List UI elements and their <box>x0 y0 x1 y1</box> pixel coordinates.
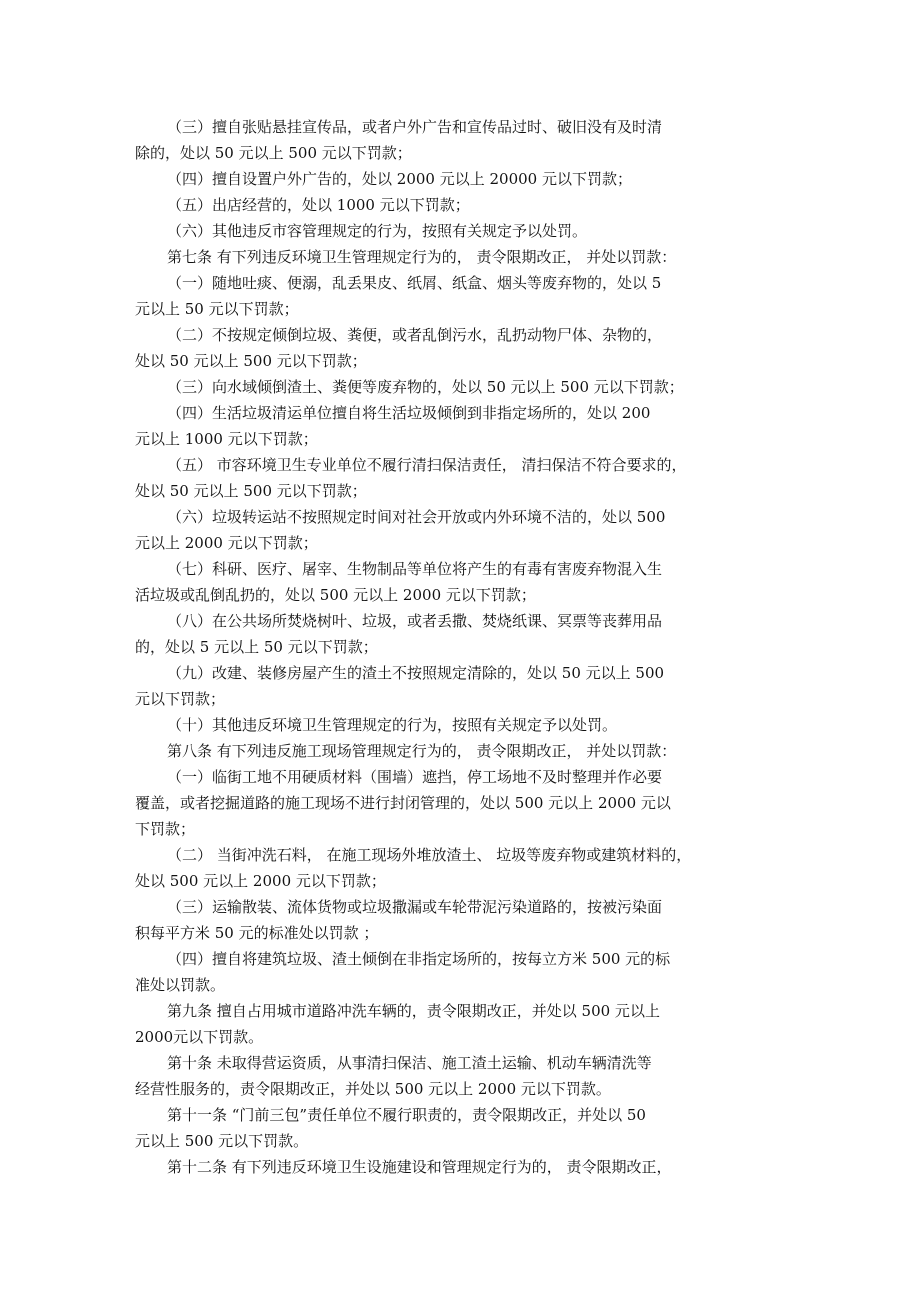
document-line: 下罚款； <box>135 820 196 838</box>
document-line: （二）不按规定倾倒垃圾、粪便，或者乱倒污水，乱扔动物尸体、杂物的， <box>167 326 663 344</box>
document-line: 准处以罚款。 <box>135 976 226 994</box>
document-line: 元以上 500 元以下罚款。 <box>135 1132 309 1150</box>
document-line: （四）擅自设置户外广告的，处以 2000 元以上 20000 元以下罚款； <box>167 170 632 188</box>
document-line: 处以 50 元以上 500 元以下罚款； <box>135 352 367 370</box>
document-line: 经营性服务的，责令限期改正，并处以 500 元以上 2000 元以下罚款。 <box>135 1080 611 1098</box>
document-line: （一）临街工地不用硬质材料（围墙）遮挡，停工场地不及时整理并作必要 <box>167 768 663 786</box>
document-line: （三）向水域倾倒渣土、粪便等废弃物的，处以 50 元以上 500 元以下罚款； <box>167 378 684 396</box>
document-line: 除的，处以 50 元以上 500 元以下罚款； <box>135 144 412 162</box>
document-line: 元以上 2000 元以下罚款； <box>135 534 318 552</box>
document-line: 第八条 有下列违反施工现场管理规定行为的， 责令限期改正， 并处以罚款： <box>167 742 677 760</box>
document-line: 第九条 擅自占用城市道路冲洗车辆的，责令限期改正，并处以 500 元以上 <box>167 1002 660 1020</box>
document-line: 2000元以下罚款。 <box>135 1028 264 1046</box>
document-line: （一）随地吐痰、便溺，乱丢果皮、纸屑、纸盒、烟头等废弃物的，处以 5 <box>167 274 662 292</box>
document-line: （四）生活垃圾清运单位擅自将生活垃圾倾倒到非指定场所的，处以 200 <box>167 404 651 422</box>
document-line: （三）运输散装、流体货物或垃圾撒漏或车轮带泥污染道路的，按被污染面 <box>167 898 663 916</box>
document-line: （十）其他违反环境卫生管理规定的行为，按照有关规定予以处罚。 <box>167 716 618 734</box>
document-line: 处以 500 元以上 2000 元以下罚款； <box>135 872 386 890</box>
document-body <box>135 114 775 1180</box>
document-line: （六）垃圾转运站不按照规定时间对社会开放或内外环境不洁的，处以 500 <box>167 508 666 526</box>
document-line: 元以上 1000 元以下罚款； <box>135 430 318 448</box>
document-line: 处以 50 元以上 500 元以下罚款； <box>135 482 367 500</box>
document-line: （四）擅自将建筑垃圾、渣土倾倒在非指定场所的，按每立方米 500 元的标 <box>167 950 671 968</box>
document-line: （五） 市容环境卫生专业单位不履行清扫保洁责任， 清扫保洁不符合要求的， <box>167 456 687 474</box>
document-line: 的，处以 5 元以上 50 元以下罚款； <box>135 638 378 656</box>
document-line: 元以上 50 元以下罚款； <box>135 300 299 318</box>
document-line: 活垃圾或乱倒乱扔的，处以 500 元以上 2000 元以下罚款； <box>135 586 536 604</box>
document-line: （九）改建、装修房屋产生的渣土不按照规定清除的，处以 50 元以上 500 <box>167 664 665 682</box>
document-line: 第十一条 “门前三包”责任单位不履行职责的，责令限期改正，并处以 50 <box>167 1106 646 1124</box>
document-line: 第七条 有下列违反环境卫生管理规定行为的， 责令限期改正， 并处以罚款： <box>167 248 677 266</box>
document-line: 第十条 未取得营运资质，从事清扫保洁、施工渣土运输、机动车辆清洗等 <box>167 1054 652 1072</box>
document-line: 元以下罚款； <box>135 690 226 708</box>
document-line: （八）在公共场所焚烧树叶、垃圾，或者丢撒、焚烧纸课、冥票等丧葬用品 <box>167 612 663 630</box>
document-line: （三）擅自张贴悬挂宣传品，或者户外广告和宣传品过时、破旧没有及时清 <box>167 118 663 136</box>
document-line: （六）其他违反市容管理规定的行为，按照有关规定予以处罚。 <box>167 222 588 240</box>
document-line: （二） 当街冲洗石料， 在施工现场外堆放渣土、 垃圾等废弃物或建筑材料的， <box>167 846 692 864</box>
document-line: 第十二条 有下列违反环境卫生设施建设和管理规定行为的， 责令限期改正， <box>167 1158 672 1176</box>
document-line: （七）科研、医疗、屠宰、生物制品等单位将产生的有毒有害废弃物混入生 <box>167 560 663 578</box>
document-line: 覆盖，或者挖掘道路的施工现场不进行封闭管理的，处以 500 元以上 2000 元以 <box>135 794 671 812</box>
document-line: （五）出店经营的，处以 1000 元以下罚款； <box>167 196 470 214</box>
document-line: 积每平方米 50 元的标准处以罚款 ； <box>135 924 379 942</box>
